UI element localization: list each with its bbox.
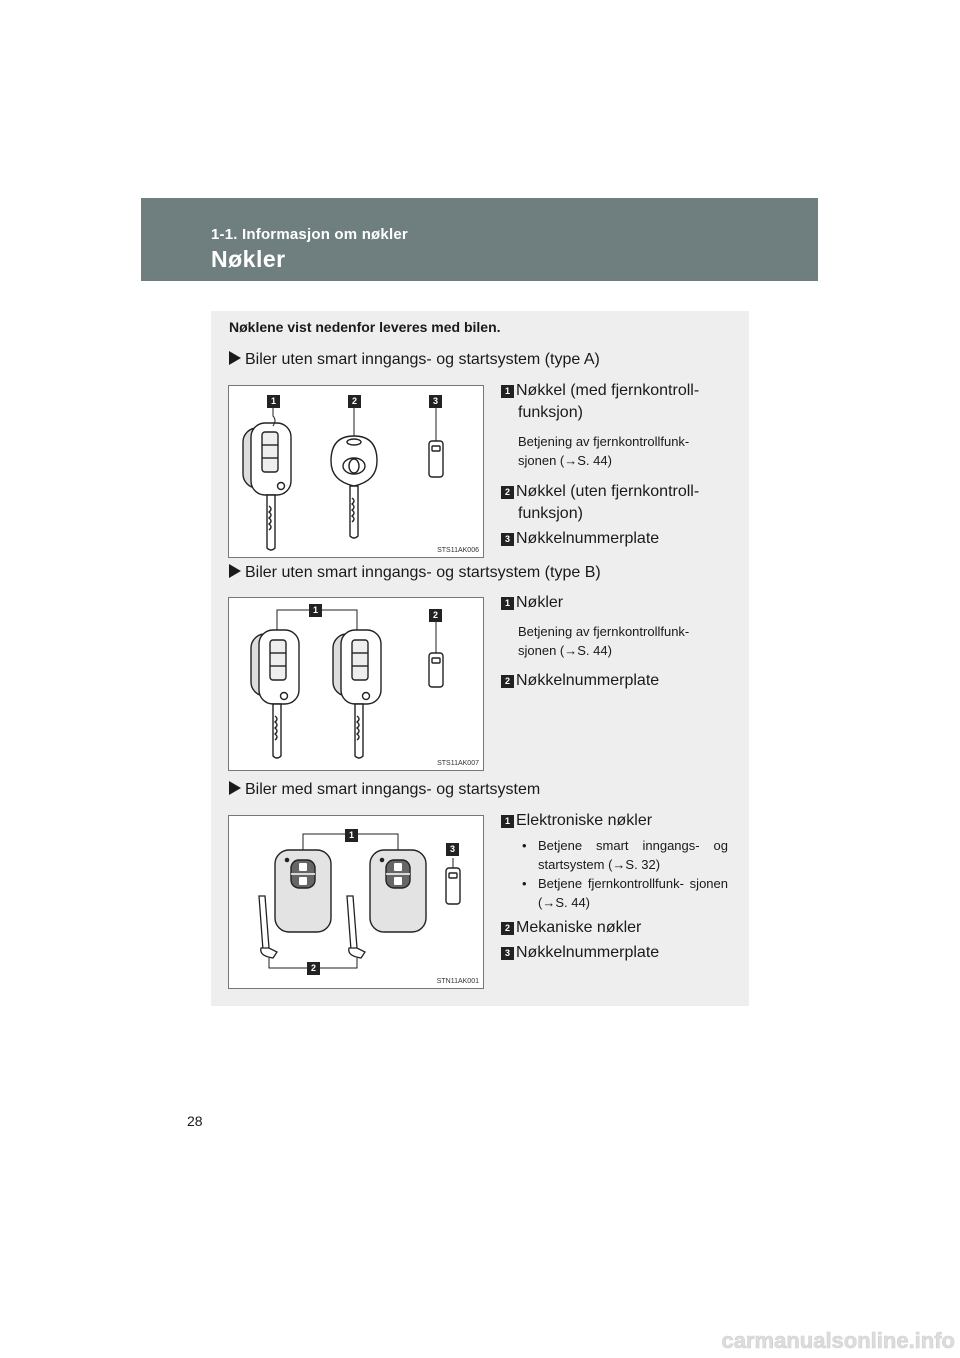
- callout-3: 3: [446, 843, 459, 856]
- bullet-item: • Betjene smart inngangs- og startsystem (→S. 32): [518, 836, 728, 874]
- triangle-bullet-icon: [229, 564, 241, 578]
- triangle-bullet-icon: [229, 351, 241, 365]
- item-c3: 3 Nøkkelnummerplate: [501, 942, 727, 964]
- watermark: [691, 1318, 960, 1358]
- figure-code: STN11AK001: [436, 978, 479, 985]
- remote-key-icon: [333, 630, 381, 758]
- intro-text: Nøklene vist nedenfor leveres med bilen.: [229, 319, 501, 335]
- mechanical-key-icon: [259, 896, 277, 958]
- variant-heading-a: Biler uten smart inngangs- og startsystem (type A): [229, 351, 600, 369]
- mechanical-key-icon: [347, 896, 365, 958]
- figure-code: STS11AK006: [437, 547, 479, 554]
- callout-1: 1: [309, 604, 322, 617]
- item-b2: 2 Nøkkelnummerplate: [501, 670, 727, 692]
- item-c2: 2 Mekaniske nøkler: [501, 917, 727, 939]
- figure-code: STS11AK007: [437, 760, 479, 767]
- callout-2: 2: [429, 609, 442, 622]
- item-b1: 1 Nøkler: [501, 592, 727, 614]
- bullet-item: • Betjene fjernkontrollfunk- sjonen (→S. 44): [518, 874, 728, 912]
- remote-key-icon: [251, 630, 299, 758]
- key-number-plate-icon: [429, 653, 443, 687]
- figure-keys-type-a: [228, 385, 484, 558]
- item-c1: 1 Elektroniske nøkler: [501, 810, 727, 832]
- section-title: 1-1. Informasjon om nøkler: [211, 226, 408, 243]
- item-b1-description: Betjening av fjernkontrollfunk- sjonen (→S. 44): [518, 624, 690, 658]
- section-header: [141, 198, 818, 281]
- item-c1-bullets: [518, 836, 728, 912]
- figure-smart-keys: [228, 815, 484, 989]
- item-a1: 1 Nøkkel (med fjernkontroll- funksjon): [501, 380, 727, 424]
- item-a1-description: Betjening av fjernkontrollfunk- sjonen (→S. 44): [518, 434, 690, 468]
- remote-key-icon: [243, 423, 291, 550]
- triangle-bullet-icon: [229, 781, 241, 795]
- plain-key-icon: [331, 436, 377, 538]
- variant-heading-b: Biler uten smart inngangs- og startsystem (type B): [229, 564, 601, 582]
- svg-text:carmanualsonline.info: carmanualsonline.info: [721, 1328, 955, 1353]
- callout-3: 3: [429, 395, 442, 408]
- item-a2: 2 Nøkkel (uten fjernkontroll- funksjon): [501, 481, 727, 525]
- page-title: Nøkler: [211, 246, 286, 272]
- figure-keys-type-b: [228, 597, 484, 771]
- keys-type-b-illustration: [229, 598, 485, 772]
- item-a3: 3 Nøkkelnummerplate: [501, 528, 727, 550]
- keys-type-a-illustration: [229, 386, 485, 559]
- callout-1: 1: [267, 395, 280, 408]
- callout-2: 2: [307, 962, 320, 975]
- page-number: 28: [187, 1113, 203, 1129]
- key-number-plate-icon: [446, 868, 460, 904]
- smart-key-icon: [370, 850, 426, 932]
- key-number-plate-icon: [429, 441, 443, 477]
- smart-key-icon: [275, 850, 331, 932]
- callout-1: 1: [345, 829, 358, 842]
- callout-2: 2: [348, 395, 361, 408]
- variant-heading-c: Biler med smart inngangs- og startsystem: [229, 781, 540, 799]
